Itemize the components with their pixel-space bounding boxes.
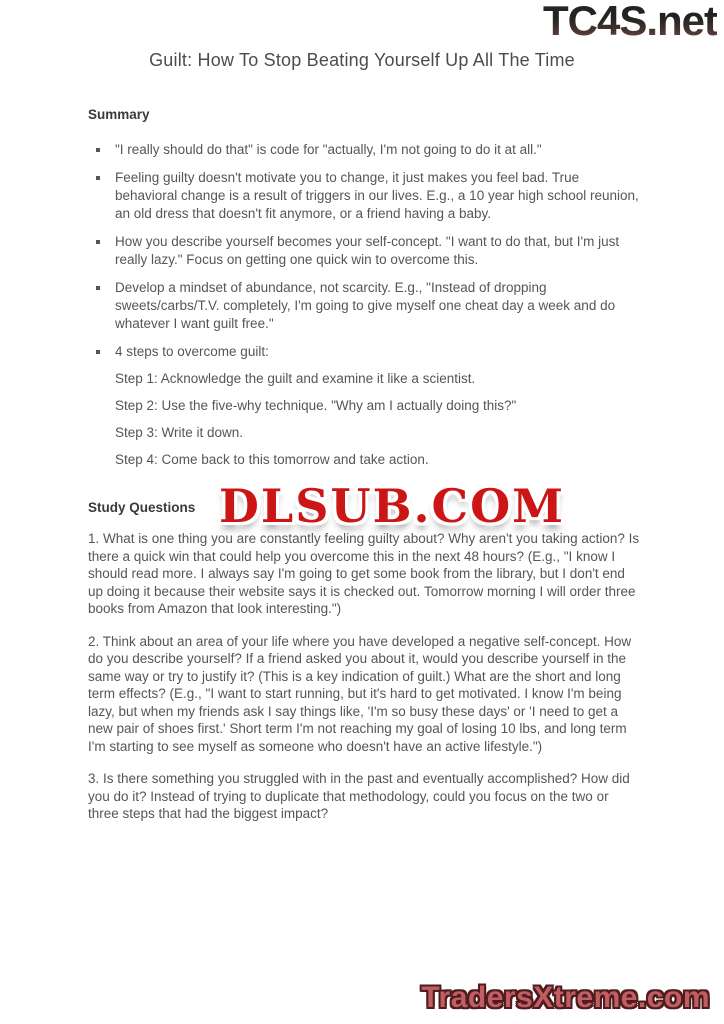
summary-section bbox=[88, 107, 640, 469]
list-item bbox=[88, 279, 640, 333]
steps-list bbox=[88, 370, 640, 469]
bullet-text: Develop a mindset of abundance, not scarcity. E.g., "Instead of dropping sweets/carbs/T.V. completely, I'm going to give myself one cheat day a week and do whatever I want guilt free." bbox=[115, 280, 616, 331]
list-item bbox=[88, 169, 640, 223]
step-line: Step 1: Acknowledge the guilt and examine it like a scientist. bbox=[115, 371, 476, 386]
step-line: Step 4: Come back to this tomorrow and take action. bbox=[115, 452, 429, 467]
bullet-square-icon bbox=[96, 286, 100, 290]
question-paragraph: 3. Is there something you struggled with in the past and eventually accomplished? How did you do it? Instead of trying to duplicate that methodology, could you focus on the two or three steps that had the biggest impact? bbox=[88, 771, 630, 821]
list-item bbox=[88, 233, 640, 269]
bullet-square-icon bbox=[96, 350, 100, 354]
study-questions-heading: Study Questions bbox=[88, 500, 196, 515]
study-questions-section bbox=[88, 500, 640, 823]
step-line: Step 3: Write it down. bbox=[115, 425, 244, 440]
question-paragraph: 2. Think about an area of your life where you have developed a negative self-concept. How do you describe yourself? If a friend asked you about it, would you describe yourself in the same way or try to justify it? (This is a key indication of guilt.) What are the short and long term effects? (E.g., "I want to start running, but it's hard to get motivated. I know I'm being lazy, but when my friends ask I say things like, 'I'm so busy these days' or 'I need to get a new pair of shoes first.' Short term I'm not reaching my goal of losing 10 lbs, and long term I'm starting to see myself as someone who doesn't have an active lifestyle.") bbox=[88, 633, 632, 754]
tradersxtreme-logo: TradersXtreme.com bbox=[421, 981, 710, 1014]
bullet-text: 4 steps to overcome guilt: bbox=[115, 344, 269, 359]
list-item bbox=[88, 141, 640, 159]
step-line: Step 2: Use the five-why technique. "Why am I actually doing this?" bbox=[115, 398, 517, 413]
bullet-square-icon bbox=[96, 240, 100, 244]
bullet-square-icon bbox=[96, 148, 100, 152]
list-item bbox=[88, 343, 640, 361]
bullet-text: Feeling guilty doesn't motivate you to change, it just makes you feel bad. True behavioral change is a result of triggers in our lives. E.g., a 10 year high school reunion, an old dress that doesn't fit anymore, or a friend having a baby. bbox=[115, 170, 639, 221]
bullet-text: "I really should do that" is code for "actually, I'm not going to do it at all." bbox=[115, 142, 542, 157]
tc4s-logo: TC4S.net bbox=[542, 0, 717, 44]
dlsub-watermark: DLSUB.COM bbox=[219, 479, 566, 533]
bullet-square-icon bbox=[96, 176, 100, 180]
bullet-text: How you describe yourself becomes your self-concept. "I want to do that, but I'm just really lazy." Focus on getting one quick win to overcome this. bbox=[115, 234, 620, 267]
question-paragraph: 1. What is one thing you are constantly feeling guilty about? Why aren't you taking action? Is there a quick win that could help you overcome this in the next 48 hours? (E.g., "I know I should read more. I always say I'm going to get some book from the library, but I don't end up doing it because their website says it is checked out. Tomorrow morning I will order three books from Amazon that look interesting.") bbox=[88, 531, 640, 616]
summary-heading: Summary bbox=[88, 107, 150, 122]
summary-bullet-list bbox=[88, 141, 640, 361]
page-title: Guilt: How To Stop Beating Yourself Up All The Time bbox=[149, 50, 575, 70]
